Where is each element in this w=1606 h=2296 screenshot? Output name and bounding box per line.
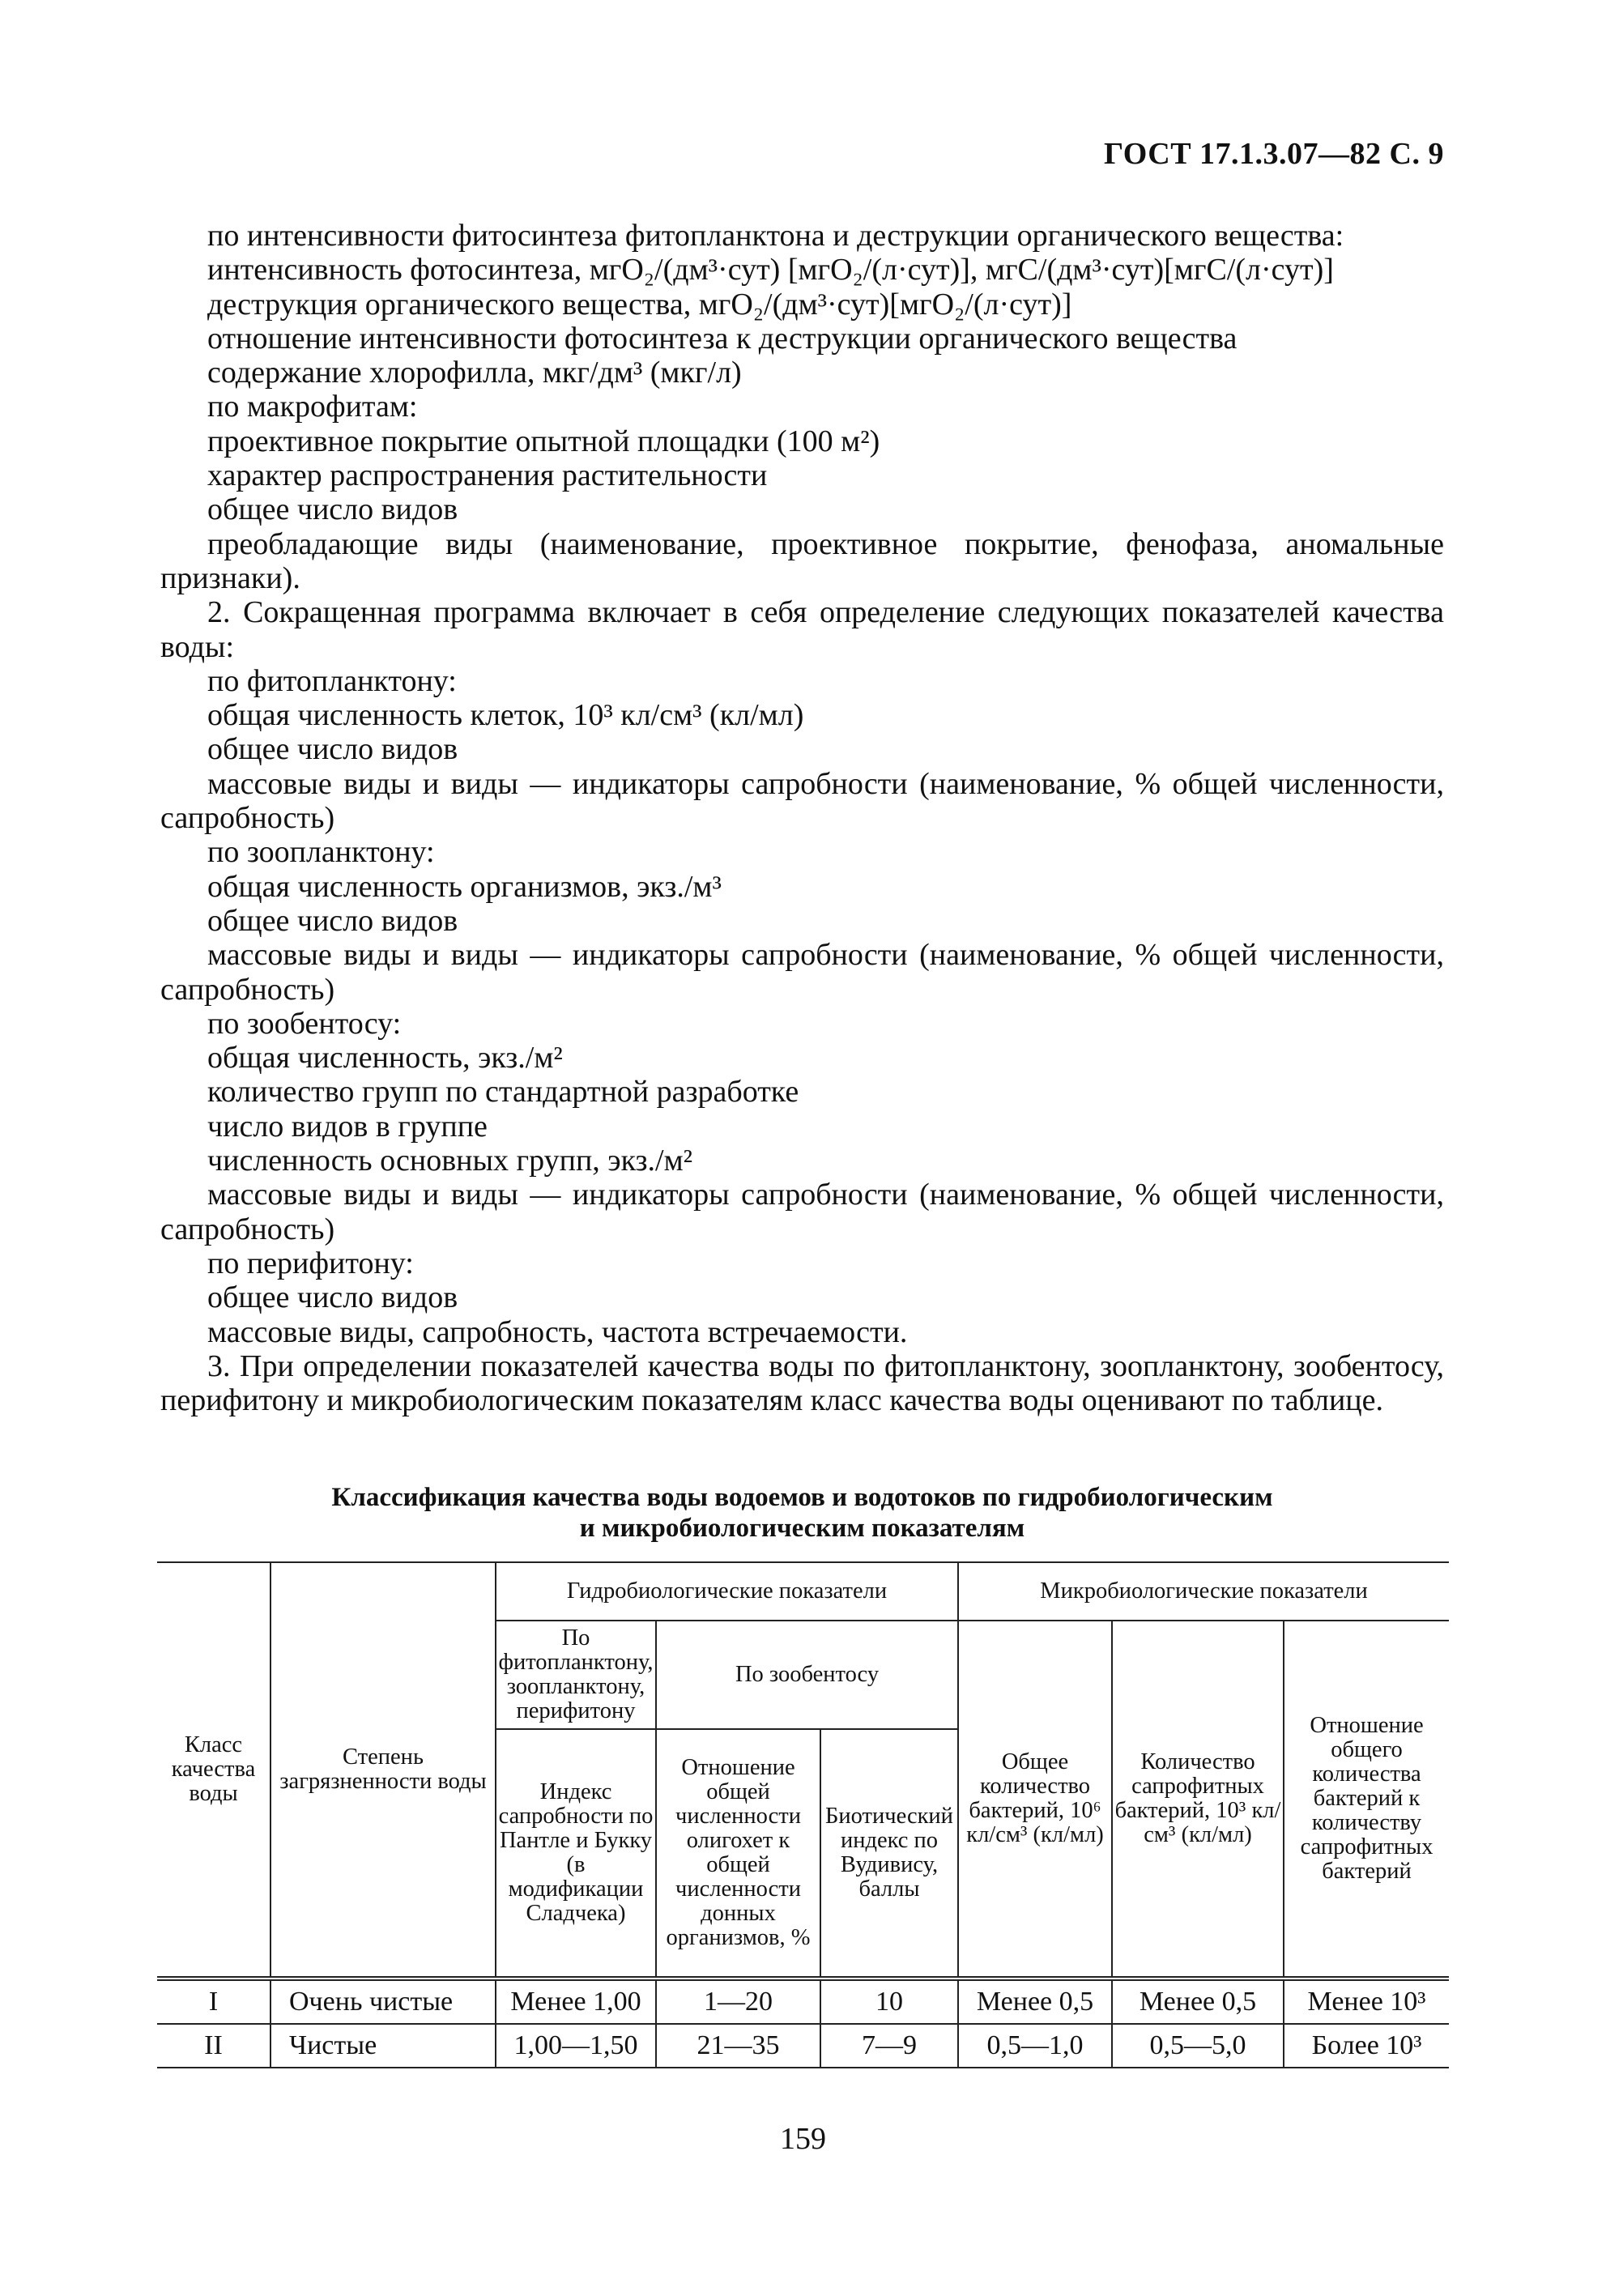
cell-biotic: 10 bbox=[820, 1979, 958, 2024]
cell-class: II bbox=[157, 2024, 271, 2068]
text-line: по фитопланктону: bbox=[207, 663, 457, 698]
text-line: содержание хлорофилла, мкг/дм³ (мкг/л) bbox=[207, 356, 742, 390]
header-oligochaete: Отношение общей численности олигохет к общей численности донных организмов, % bbox=[656, 1729, 820, 1979]
header-degree: Степень загрязненности воды bbox=[271, 1562, 496, 1979]
text-paragraph: массовые виды и виды — индикаторы сапробности (наименование, % общей численности, сапробность) bbox=[160, 766, 1444, 836]
text-line: количество групп по стандартной разработке bbox=[207, 1075, 799, 1110]
text-line: деструкция органического вещества, мгО₂/(дм³·сут)[мгО₂/(л·сут)] bbox=[207, 287, 1072, 322]
cell-degree: Чистые bbox=[271, 2024, 496, 2068]
text-line: по макрофитам: bbox=[207, 390, 418, 424]
text-line: отношение интенсивности фотосинтеза к деструкции органического вещества bbox=[207, 321, 1238, 356]
text-paragraph: преобладающие виды (наименование, проективное покрытие, фенофаза, аномальные признаки). bbox=[160, 526, 1444, 595]
header-saprophytes: Количество сапрофитных бактерий, 10³ кл/см³ (кл/мл) bbox=[1112, 1621, 1284, 1979]
text-line: по зоопланктону: bbox=[207, 835, 435, 870]
text-line: проективное покрытие опытной площадки (100 м²) bbox=[207, 424, 880, 458]
cell-oligochaete: 1—20 bbox=[656, 1979, 820, 2024]
header-biotic: Биотический индекс по Вудивису, баллы bbox=[820, 1729, 958, 1979]
cell-ratio: Менее 10³ bbox=[1284, 1979, 1449, 2024]
page-number: 159 bbox=[780, 2122, 826, 2156]
table-row bbox=[157, 1979, 1449, 2024]
text-line: общее число видов bbox=[207, 903, 458, 938]
header-micro: Микробиологические показатели bbox=[958, 1562, 1449, 1621]
cell-class: I bbox=[157, 1979, 271, 2024]
cell-saprophytes: Менее 0,5 bbox=[1112, 1979, 1284, 2024]
text-line: число видов в группе bbox=[207, 1109, 488, 1144]
text-line: по зообентосу: bbox=[207, 1006, 402, 1041]
table-title-line: и микробиологическим показателям bbox=[579, 1514, 1025, 1543]
text-line: общее число видов bbox=[207, 1280, 458, 1315]
cell-biotic: 7—9 bbox=[820, 2024, 958, 2068]
text-line: по интенсивности фитосинтеза фитопланктона и деструкции органического вещества: bbox=[207, 219, 1344, 253]
header-hydro: Гидробиологические показатели bbox=[496, 1562, 958, 1621]
page-header: ГОСТ 17.1.3.07—82 С. 9 bbox=[1104, 137, 1444, 171]
header-zoobenthos: По зообентосу bbox=[656, 1621, 958, 1729]
cell-saprophytes: 0,5—5,0 bbox=[1112, 2024, 1284, 2068]
cell-saprobity: Менее 1,00 bbox=[496, 1979, 656, 2024]
header-phyto: По фитопланктону, зоопланктону, перифитону bbox=[496, 1621, 656, 1729]
table-title-line: Классификация качества воды водоемов и водотоков по гидробиологическим bbox=[331, 1483, 1273, 1512]
text-line: общая численность клеток, 10³ кл/см³ (кл/мл) bbox=[207, 698, 804, 733]
cell-degree: Очень чистые bbox=[271, 1979, 496, 2024]
text-paragraph: 3. При определении показателей качества воды по фитопланктону, зоопланктону, зообентосу, перифитону и микробиологическим показателям класс качества воды оценивают по таблице. bbox=[160, 1348, 1444, 1418]
text-line: по перифитону: bbox=[207, 1246, 414, 1280]
header-ratio: Отношение общего количества бактерий к количеству сапрофитных бактерий bbox=[1284, 1621, 1449, 1979]
cell-total-bacteria: 0,5—1,0 bbox=[958, 2024, 1112, 2068]
cell-total-bacteria: Менее 0,5 bbox=[958, 1979, 1112, 2024]
table-row bbox=[157, 2024, 1449, 2068]
classification-table bbox=[157, 1561, 1449, 2068]
text-paragraph: 2. Сокращенная программа включает в себя определение следующих показателей качества воды: bbox=[160, 595, 1444, 664]
text-line: характер распространения растительности bbox=[207, 458, 768, 493]
header-saprobity: Индекс сапробности по Пантле и Букку (в модификации Сладчека) bbox=[496, 1729, 656, 1979]
header-total-bacteria: Общее количество бактерий, 10⁶ кл/см³ (кл/мл) bbox=[958, 1621, 1112, 1979]
cell-saprobity: 1,00—1,50 bbox=[496, 2024, 656, 2068]
cell-ratio: Более 10³ bbox=[1284, 2024, 1449, 2068]
body-text bbox=[160, 219, 1444, 1417]
text-line: общее число видов bbox=[207, 492, 458, 527]
text-paragraph: массовые виды и виды — индикаторы сапробности (наименование, % общей численности, сапробность) bbox=[160, 1178, 1444, 1246]
text-line: численность основных групп, экз./м² bbox=[207, 1144, 693, 1178]
text-line: общая численность, экз./м² bbox=[207, 1041, 563, 1076]
cell-oligochaete: 21—35 bbox=[656, 2024, 820, 2068]
header-class: Класс качества воды bbox=[157, 1562, 271, 1979]
text-line: общая численность организмов, экз./м³ bbox=[207, 869, 722, 904]
table-title bbox=[160, 1482, 1444, 1544]
text-line: интенсивность фотосинтеза, мгО₂/(дм³·сут) [мгО₂/(л·сут)], мгС/(дм³·сут)[мгС/(л·сут)] bbox=[207, 253, 1334, 288]
text-paragraph: массовые виды и виды — индикаторы сапробности (наименование, % общей численности, сапробность) bbox=[160, 938, 1444, 1007]
text-line: массовые виды, сапробность, частота встречаемости. bbox=[207, 1314, 908, 1349]
text-line: общее число видов bbox=[207, 732, 458, 767]
